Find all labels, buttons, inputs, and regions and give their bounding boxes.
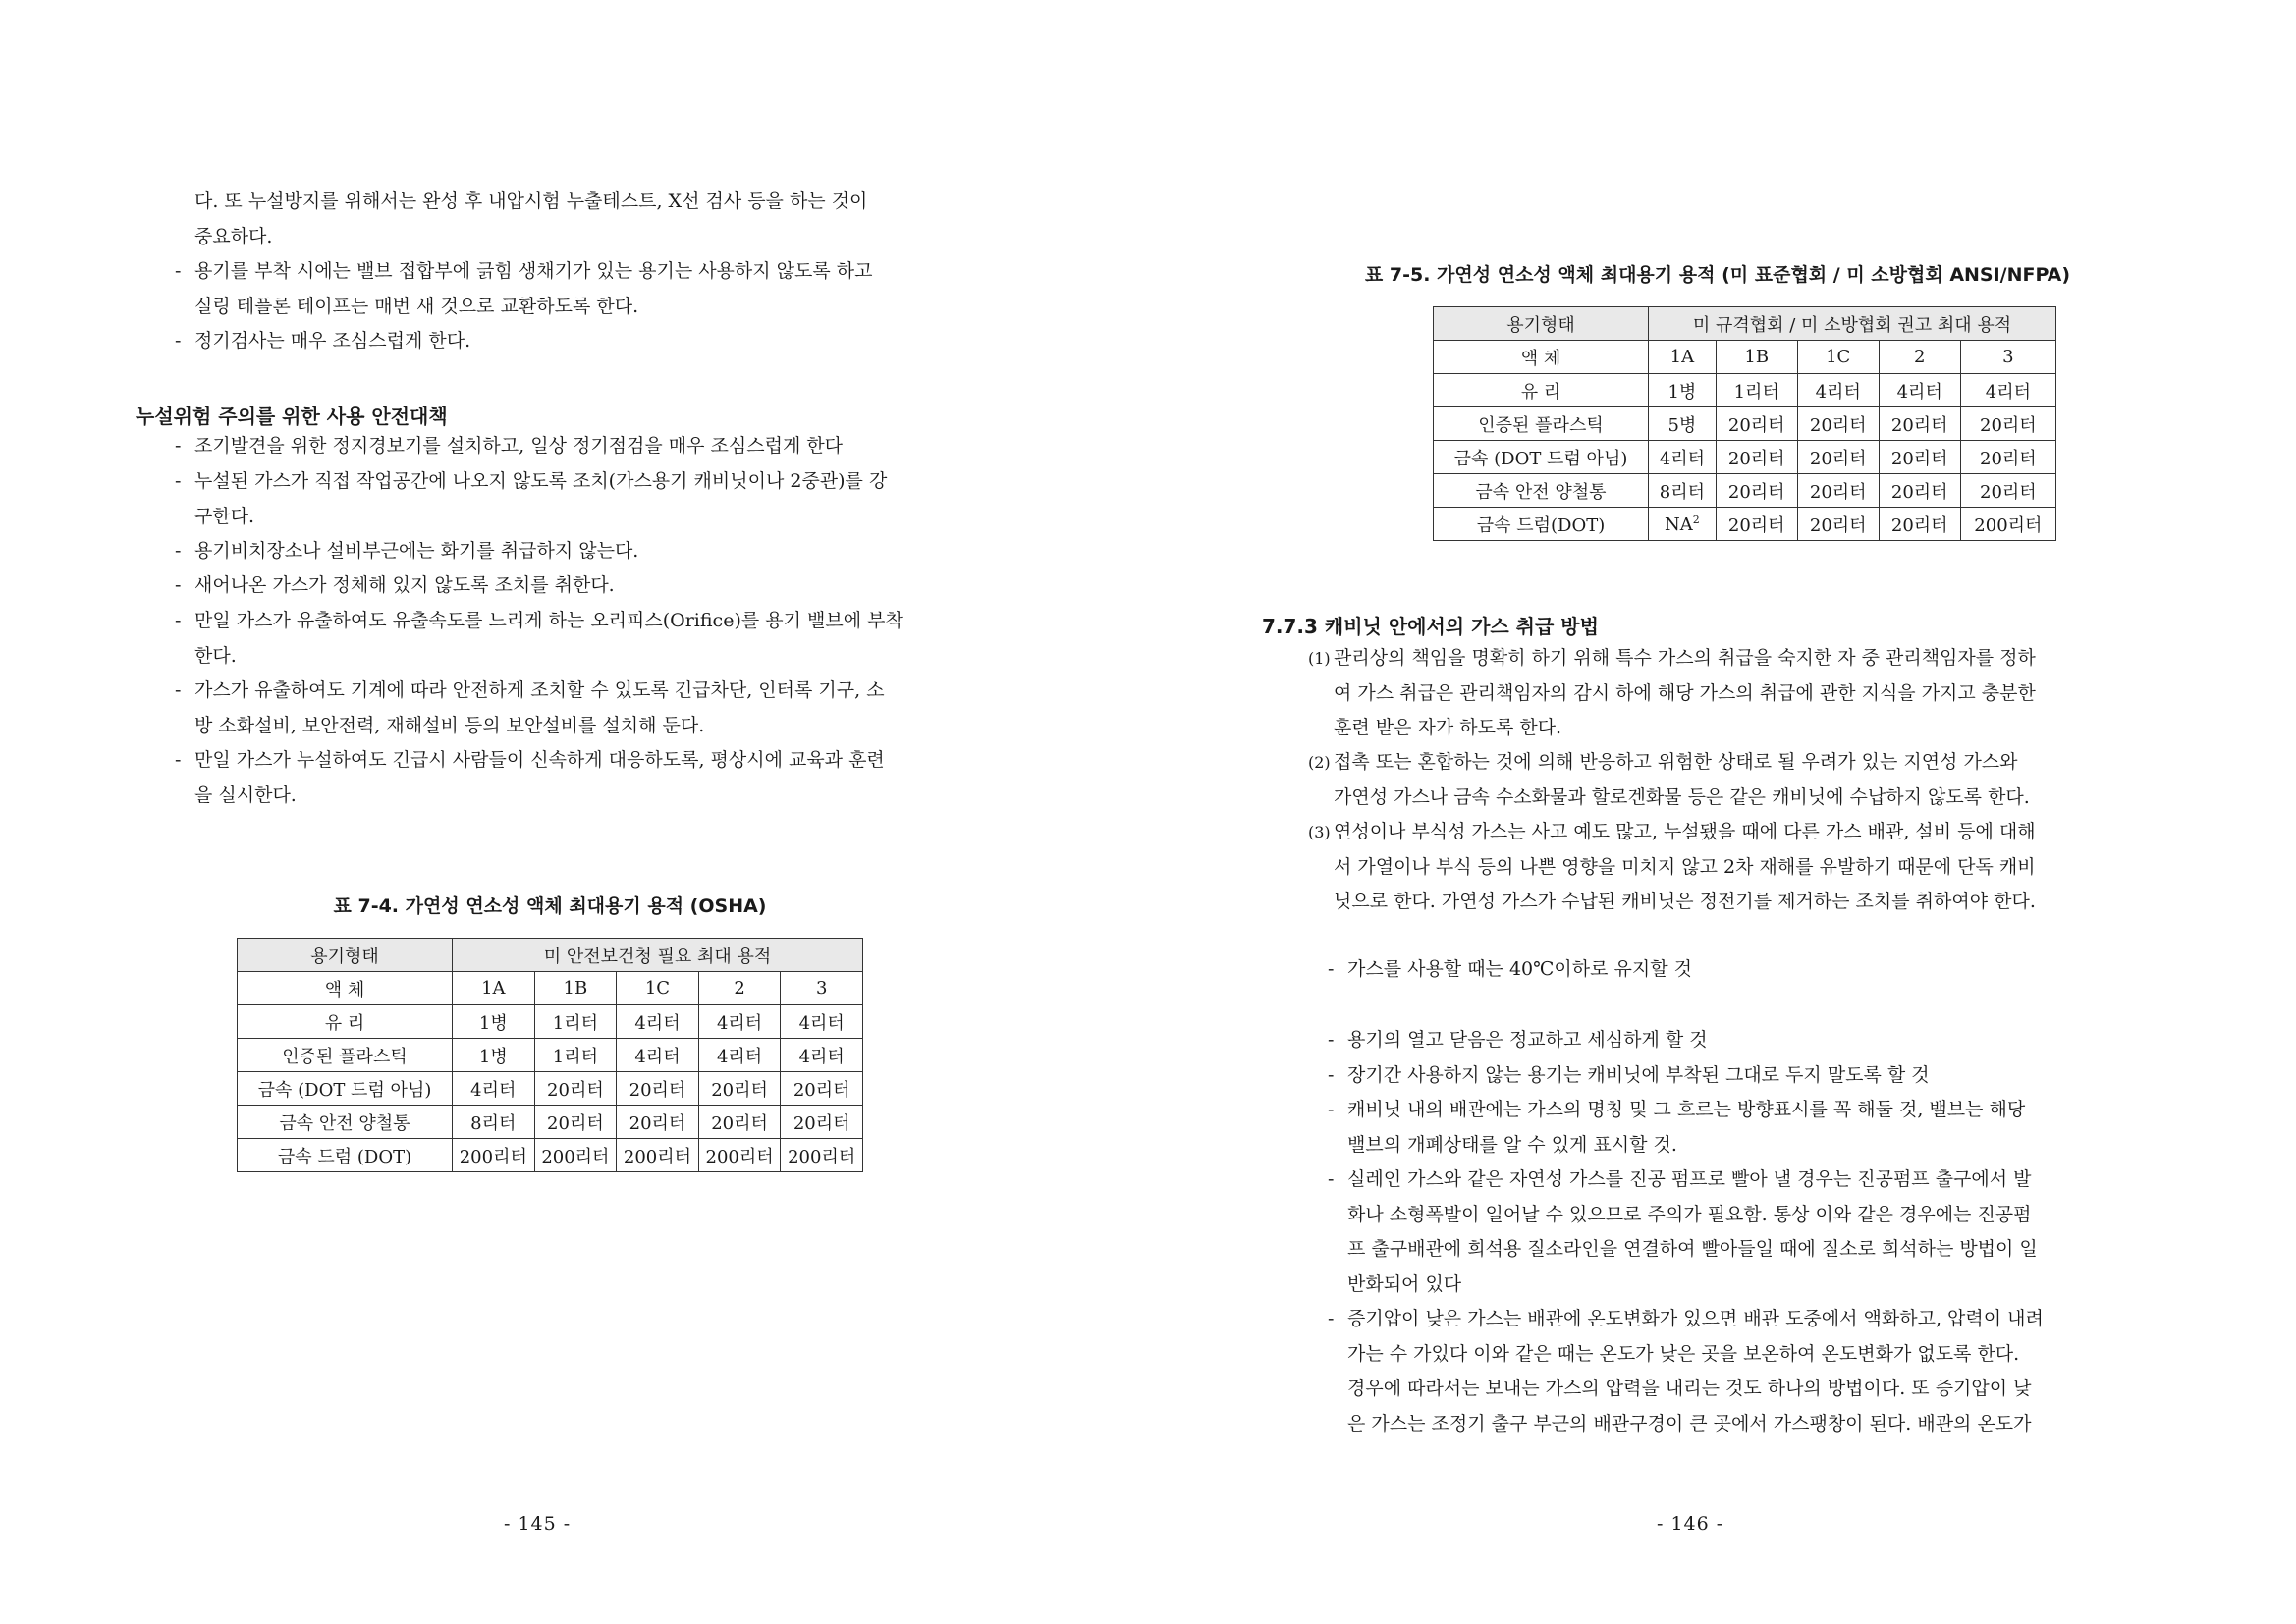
- bullet-mark: -: [175, 540, 182, 562]
- table-cell: 200리터: [1960, 508, 2055, 541]
- table-header-span: 미 규격협회 / 미 소방협회 권고 최대 용적: [1649, 307, 2056, 341]
- table-cell: 금속 안전 양철통: [238, 1106, 453, 1139]
- table-cell: 1리터: [534, 1039, 617, 1072]
- table-cell: 4리터: [453, 1072, 535, 1106]
- table-cell: 5병: [1649, 407, 1717, 441]
- table-row: [1434, 374, 2056, 407]
- table-cell: 3: [1960, 341, 2055, 374]
- text-line: 다. 또 누설방지를 위해서는 완성 후 내압시험 누출테스트, X선 검사 등을 하는 것이: [194, 190, 868, 212]
- table-cell: 200리터: [453, 1139, 535, 1172]
- table-cell: 20리터: [1797, 474, 1879, 508]
- table-cell: 20리터: [1960, 441, 2055, 474]
- table-cell: 8리터: [1649, 474, 1717, 508]
- table-cell: 금속 (DOT 드럼 아님): [238, 1072, 453, 1106]
- bullet-item: [175, 254, 982, 324]
- text-line: 조기발견을 위한 정지경보기를 설치하고, 일상 정기점검을 매우 조심스럽게 한다: [194, 435, 844, 457]
- page-number: - 146 -: [1657, 1513, 1724, 1535]
- na-text: NA: [1664, 514, 1693, 535]
- table-cell: 금속 안전 양철통: [1434, 474, 1649, 508]
- table-cell: 1C: [1797, 341, 1879, 374]
- table-row: [238, 1139, 863, 1172]
- table-subheader-row: [1434, 341, 2056, 374]
- text-line: 화나 소형폭발이 일어날 수 있으므로 주의가 필요함. 통상 이와 같은 경우에는 진공펌: [1347, 1203, 2032, 1225]
- bullet-item: [1328, 1023, 2145, 1058]
- table-cell: 4리터: [1797, 374, 1879, 407]
- bullet-item: [175, 568, 982, 604]
- numbered-item: [1308, 641, 2145, 746]
- table-cell: 4리터: [1960, 374, 2055, 407]
- table-header-row: [238, 939, 863, 972]
- text-line: 연성이나 부식성 가스는 사고 예도 많고, 누설됐을 때에 다른 가스 배관, 설비 등에 대해: [1334, 821, 2036, 842]
- table-cell: 1A: [453, 972, 535, 1005]
- table-cell: 20리터: [698, 1106, 781, 1139]
- text-line: 여 가스 취급은 관리책임자의 감시 하에 해당 가스의 취급에 관한 지식을 가지고 충분한: [1334, 681, 2036, 704]
- table-cell: 20리터: [781, 1106, 863, 1139]
- bullet-mark: -: [175, 330, 182, 352]
- text-line: 방 소화설비, 보안전력, 재해설비 등의 보안설비를 설치해 둔다.: [194, 714, 705, 736]
- section-heading: 7.7.3 캐비닛 안에서의 가스 취급 방법: [1262, 615, 1599, 638]
- table-cell: 20리터: [1879, 474, 1960, 508]
- table-row: [1434, 407, 2056, 441]
- table-cell: 1리터: [534, 1005, 617, 1039]
- text-line: 정기검사는 매우 조심스럽게 한다.: [194, 330, 471, 352]
- table-cell: 2: [1879, 341, 1960, 374]
- table-cell: 20리터: [1879, 407, 1960, 441]
- table-row: [238, 1106, 863, 1139]
- table-cell: 액 체: [1434, 341, 1649, 374]
- table-row: [1434, 474, 2056, 508]
- text-line: 가연성 가스나 금속 수소화물과 할로겐화물 등은 같은 캐비닛에 수납하지 않도록 한다.: [1334, 785, 2030, 808]
- table-cell: 1병: [453, 1005, 535, 1039]
- text-line: 누설된 가스가 직접 작업공간에 나오지 않도록 조치(가스용기 캐비닛이나 2중관)를 강: [194, 470, 888, 492]
- table-cell: 유 리: [238, 1005, 453, 1039]
- table-cell: 20리터: [1797, 407, 1879, 441]
- table-cell: 20리터: [698, 1072, 781, 1106]
- bullet-mark: -: [175, 470, 182, 492]
- text-line: 용기비치장소나 설비부근에는 화기를 취급하지 않는다.: [194, 540, 639, 562]
- table-caption: 표 7-5. 가연성 연소성 액체 최대용기 용적 (미 표준협회 / 미 소방협회 ANSI/NFPA): [1364, 264, 2071, 286]
- bullet-mark: -: [175, 749, 182, 771]
- table-cell: 20리터: [1797, 508, 1879, 541]
- item-number: (1): [1308, 649, 1331, 668]
- bullet-mark: -: [1328, 1308, 1335, 1329]
- section-heading: 누설위험 주의를 위한 사용 안전대책: [136, 405, 448, 428]
- table-cell: 1B: [1716, 341, 1797, 374]
- table-cell: 20리터: [1797, 441, 1879, 474]
- table-cell: 200리터: [781, 1139, 863, 1172]
- text-line: 가스가 유출하여도 기계에 따라 안전하게 조치할 수 있도록 긴급차단, 인터록 기구, 소: [194, 679, 885, 701]
- table-cell: 4리터: [1649, 441, 1717, 474]
- bullet-item: [1328, 952, 2145, 988]
- table-cell: 4리터: [617, 1005, 699, 1039]
- table-cell: 200리터: [617, 1139, 699, 1172]
- table-cell: 금속 드럼(DOT): [1434, 508, 1649, 541]
- bullet-item: [1328, 1302, 2145, 1441]
- table-cell: 인증된 플라스틱: [1434, 407, 1649, 441]
- table-cell: 20리터: [781, 1072, 863, 1106]
- table-cell: 1C: [617, 972, 699, 1005]
- table-header-label: 용기형태: [1434, 307, 1649, 341]
- table-cell: 20리터: [1960, 407, 2055, 441]
- table-cell: 20리터: [1716, 508, 1797, 541]
- text-line: 실레인 가스와 같은 자연성 가스를 진공 펌프로 빨아 낼 경우는 진공펌프 출구에서 발: [1347, 1168, 2032, 1190]
- text-line: 용기를 부착 시에는 밸브 접합부에 긁힘 생채기가 있는 용기는 사용하지 않도록 하고: [194, 260, 873, 282]
- bullet-item: [175, 324, 982, 359]
- text-line: 닛으로 한다. 가연성 가스가 수납된 캐비닛은 정전기를 제거하는 조치를 취하여야 한다.: [1334, 891, 2036, 912]
- text-line: 서 가열이나 부식 등의 나쁜 영향을 미치지 않고 2차 재해를 유발하기 때문에 단독 캐비: [1334, 855, 2036, 878]
- text-line: 가는 수 가있다 이와 같은 때는 온도가 낮은 곳을 보온하여 온도변화가 없도록 한다.: [1347, 1342, 2020, 1365]
- table-cell: 3: [781, 972, 863, 1005]
- table-cell: 20리터: [617, 1072, 699, 1106]
- table-cell: 1병: [1649, 374, 1717, 407]
- text-line: 관리상의 책임을 명확히 하기 위해 특수 가스의 취급을 숙지한 자 중 관리책임자를 정하: [1334, 647, 2036, 669]
- bullet-item: [1328, 1058, 2145, 1094]
- text-line: 중요하다.: [194, 225, 273, 247]
- table-cell: 1리터: [1716, 374, 1797, 407]
- bullet-item: [175, 464, 982, 534]
- bullet-mark: -: [1328, 1064, 1335, 1086]
- bullet-mark: -: [175, 435, 182, 457]
- table-cell: 20리터: [1960, 474, 2055, 508]
- table-cell: 유 리: [1434, 374, 1649, 407]
- table-cell: 20리터: [1716, 407, 1797, 441]
- table-cell: 4리터: [698, 1039, 781, 1072]
- table-caption: 표 7-4. 가연성 연소성 액체 최대용기 용적 (OSHA): [333, 895, 767, 917]
- table-cell: 4리터: [781, 1039, 863, 1072]
- table-cell: 20리터: [1879, 441, 1960, 474]
- text-line: 은 가스는 조정기 출구 부근의 배관구경이 큰 곳에서 가스팽창이 된다. 배관의 온도가: [1347, 1412, 2032, 1435]
- table-header-span: 미 안전보건청 필요 최대 용적: [453, 939, 863, 972]
- item-number: (3): [1308, 823, 1331, 841]
- text-line: 만일 가스가 유출하여도 유출속도를 느리게 하는 오리피스(Orifice)를 용기 밸브에 부착: [194, 610, 903, 631]
- table-cell: 8리터: [453, 1106, 535, 1139]
- table-row: [238, 1072, 863, 1106]
- table-cell: 4리터: [1879, 374, 1960, 407]
- table-cell: 200리터: [698, 1139, 781, 1172]
- table-row: [238, 1005, 863, 1039]
- bullet-mark: -: [175, 610, 182, 631]
- table-cell: 20리터: [1716, 441, 1797, 474]
- table-cell: 금속 (DOT 드럼 아님): [1434, 441, 1649, 474]
- na-superscript: 2: [1692, 513, 1700, 526]
- table-cell: 4리터: [617, 1039, 699, 1072]
- bullet-mark: -: [1328, 1029, 1335, 1051]
- bullet-mark: -: [1328, 1099, 1335, 1120]
- table-cell: 20리터: [534, 1106, 617, 1139]
- text-line: 구한다.: [194, 505, 255, 527]
- table-cell: 20리터: [534, 1072, 617, 1106]
- bullet-mark: -: [175, 679, 182, 701]
- table-osha: [237, 938, 863, 1172]
- text-line: 한다.: [194, 644, 237, 667]
- bullet-mark: -: [175, 260, 182, 282]
- text-line: 캐비닛 내의 배관에는 가스의 명칭 및 그 흐르는 방향표시를 꼭 해둘 것, 밸브는 해당: [1347, 1099, 2026, 1120]
- numbered-item: [1308, 745, 2145, 815]
- table-header-row: [1434, 307, 2056, 341]
- bullet-item: [175, 674, 982, 743]
- table-cell: 인증된 플라스틱: [238, 1039, 453, 1072]
- table-cell: 1B: [534, 972, 617, 1005]
- table-cell-na: [1649, 508, 1717, 541]
- bullet-item: [175, 604, 982, 674]
- bullet-mark: -: [1328, 1168, 1335, 1190]
- text-line: 가스를 사용할 때는 40℃이하로 유지할 것: [1347, 958, 1692, 980]
- bullet-item: [1328, 1093, 2145, 1163]
- table-cell: 20리터: [1716, 474, 1797, 508]
- bullet-item: [175, 743, 982, 813]
- bullet-item: [1328, 1163, 2145, 1302]
- text-line: 을 실시한다.: [194, 784, 297, 806]
- bullet-mark: -: [1328, 958, 1335, 980]
- text-line: 증기압이 낮은 가스는 배관에 온도변화가 있으면 배관 도중에서 액화하고, 압력이 내려: [1347, 1308, 2044, 1329]
- bullet-mark: -: [175, 574, 182, 596]
- table-cell: 1A: [1649, 341, 1717, 374]
- table-cell: 200리터: [534, 1139, 617, 1172]
- table-row: [1434, 441, 2056, 474]
- table-cell: 액 체: [238, 972, 453, 1005]
- table-cell: 4리터: [781, 1005, 863, 1039]
- text-line: 밸브의 개폐상태를 알 수 있게 표시할 것.: [1347, 1133, 1677, 1156]
- right-page: [1148, 0, 2296, 1624]
- table-header-label: 용기형태: [238, 939, 453, 972]
- page-number: - 145 -: [504, 1513, 572, 1535]
- text-line: 실링 테플론 테이프는 매번 새 것으로 교환하도록 한다.: [194, 295, 639, 317]
- table-cell: 1병: [453, 1039, 535, 1072]
- table-cell: 2: [698, 972, 781, 1005]
- table-ansi-nfpa: [1433, 306, 2056, 541]
- item-number: (2): [1308, 753, 1331, 772]
- table-cell: 20리터: [617, 1106, 699, 1139]
- table-cell: 4리터: [698, 1005, 781, 1039]
- table-cell: 금속 드럼 (DOT): [238, 1139, 453, 1172]
- intro-paragraph: [194, 185, 982, 254]
- text-line: 경우에 따라서는 보내는 가스의 압력을 내리는 것도 하나의 방법이다. 또 증기압이 낮: [1347, 1378, 2032, 1399]
- table-row: [1434, 508, 2056, 541]
- table-subheader-row: [238, 972, 863, 1005]
- text-line: 만일 가스가 누설하여도 긴급시 사람들이 신속하게 대응하도록, 평상시에 교육과 훈련: [194, 749, 885, 771]
- table-cell: 20리터: [1879, 508, 1960, 541]
- text-line: 새어나온 가스가 정체해 있지 않도록 조치를 취한다.: [194, 574, 615, 596]
- table-row: [238, 1039, 863, 1072]
- text-line: 반화되어 있다: [1347, 1272, 1462, 1295]
- text-line: 용기의 열고 닫음은 정교하고 세심하게 할 것: [1347, 1029, 1708, 1051]
- bullet-item: [175, 534, 982, 569]
- text-line: 장기간 사용하지 않는 용기는 캐비닛에 부착된 그대로 두지 말도록 할 것: [1347, 1064, 1930, 1086]
- text-line: 훈련 받은 자가 하도록 한다.: [1334, 717, 1562, 738]
- text-line: 접촉 또는 혼합하는 것에 의해 반응하고 위험한 상태로 될 우려가 있는 지연성 가스와: [1334, 751, 2018, 773]
- numbered-item: [1308, 815, 2145, 920]
- text-line: 프 출구배관에 희석용 질소라인을 연결하여 빨아들일 때에 질소로 희석하는 방법이 일: [1347, 1238, 2038, 1260]
- bullet-item: [175, 429, 982, 464]
